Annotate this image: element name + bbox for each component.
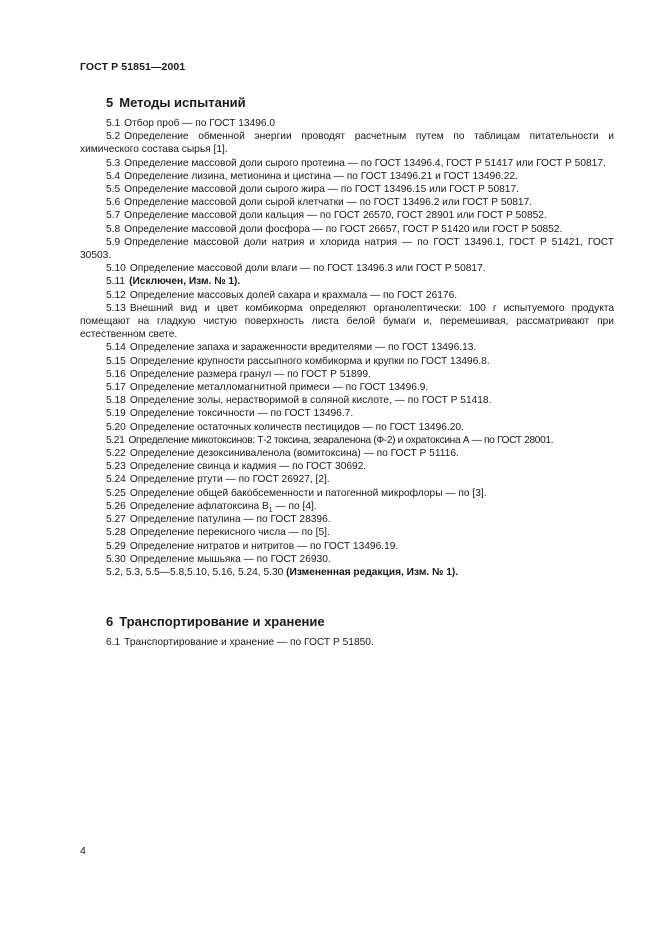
clause-5-8: 5.8 Определение массовой доли фосфора — по ГОСТ 26657, ГОСТ Р 51420 или ГОСТ Р 50852. — [106, 223, 563, 235]
clause-5-22: 5.22 Определение дезоксиниваленола (вомитоксина) — по ГОСТ Р 51116. — [106, 448, 459, 460]
clause-5-29: 5.29 Определение нитратов и нитритов — по ГОСТ 13496.19. — [106, 540, 399, 552]
page-number: 4 — [80, 845, 86, 857]
section-title-text: Методы испытаний — [119, 95, 246, 110]
clause-5-9: 5.9 Определение массовой доли натрия и хлорида натрия — по ГОСТ 13496.1, ГОСТ Р 51421, ГОСТ 30503. — [80, 236, 614, 262]
clause-5-25: 5.25 Определение общей бакобсеменности и патогенной микрофлоры — по [3]. — [106, 487, 487, 499]
clause-5-17: 5.17 Определение металломагнитной примеси — по ГОСТ 13496.9. — [106, 382, 429, 394]
section-title — [80, 613, 614, 631]
amendment-note: 5.2, 5.3, 5.5—5.8,5.10, 5.16, 5.24, 5.30 (Измененная редакция, Изм. № 1). — [106, 566, 459, 578]
clause-5-20: 5.20 Определение остаточных количеств пестицидов — по ГОСТ 13496.20. — [106, 421, 464, 433]
clause-5-7: 5.7 Определение массовой доли кальция — по ГОСТ 26570, ГОСТ 28901 или ГОСТ Р 50852. — [106, 210, 547, 222]
clause-5-18: 5.18 Определение золы, нерастворимой в соляной кислоте, — по ГОСТ Р 51418. — [106, 395, 492, 407]
clause-5-28: 5.28 Определение перекисного числа — по [5]. — [106, 527, 330, 539]
clause-5-30: 5.30 Определение мышьяка — по ГОСТ 26930. — [106, 553, 331, 565]
page-header: ГОСТ Р 51851—2001 — [80, 61, 186, 73]
clause-5-15: 5.15 Определение крупности рассыпного комбикорма и крупки по ГОСТ 13496.8. — [106, 355, 490, 367]
clause-5-16: 5.16 Определение размера гранул — по ГОСТ Р 51899. — [106, 368, 371, 380]
section-transport-storage — [80, 613, 614, 649]
clause-5-24: 5.24 Определение ртути — по ГОСТ 26927, [2]. — [106, 474, 330, 486]
clause-5-14: 5.14 Определение запаха и зараженности вредителями — по ГОСТ 13496.13. — [106, 342, 477, 354]
section-title — [80, 94, 614, 112]
clause-5-1: 5.1 Отбор проб — по ГОСТ 13496.0 — [106, 118, 276, 129]
section-methods — [80, 94, 614, 579]
clause-5-6: 5.6 Определение массовой доли сырой клетчатки — по ГОСТ 13496.2 или ГОСТ Р 50817. — [106, 197, 533, 209]
clause-5-2: 5.2 Определение обменной энергии проводят расчетным путем по таблицам питательности и химического состава сырья [1]. — [80, 131, 614, 156]
section-title-text: Транспортирование и хранение — [119, 614, 325, 629]
clause-5-3: 5.3 Определение массовой доли сырого протеина — по ГОСТ 13496.4, ГОСТ Р 51417 или ГОСТ Р 50817. — [106, 157, 606, 169]
clause-5-10: 5.10 Определение массовой доли влаги — по ГОСТ 13496.3 или ГОСТ Р 50817. — [106, 263, 486, 275]
clause-5-11: 5.11 (Исключен, Изм. № 1). — [106, 276, 241, 288]
clause-5-4: 5.4 Определение лизина, метионина и цистина — по ГОСТ 13496.21 и ГОСТ 13496.22. — [106, 170, 518, 182]
clause-6-1: 6.1 Транспортирование и хранение — по ГОСТ Р 51850. — [106, 637, 374, 648]
clause-5-12: 5.12 Определение массовых долей сахара и крахмала — по ГОСТ 26176. — [106, 289, 458, 301]
clause-5-26: 5.26 Определение афлатоксина $В_1$ — по [4]. — [106, 500, 317, 514]
clause-5-19: 5.19 Определение токсичности — по ГОСТ 13496.7. — [106, 408, 354, 420]
section-number: 6 — [106, 614, 114, 629]
clause-5-27: 5.27 Определение патулина — по ГОСТ 28396. — [106, 514, 331, 526]
clause-5-5: 5.5 Определение массовой доли сырого жира — по ГОСТ 13496.15 или ГОСТ Р 50817. — [106, 184, 519, 196]
clause-5-13: 5.13 Внешний вид и цвет комбикорма определяют органолептически: 100 г испытуемого продукта помещают на гладкую чистую поверхность листа белой бумаги и, перемешивая, рассматривают при естественном свете. — [80, 302, 614, 341]
section-number: 5 — [106, 95, 114, 110]
clause-5-21: 5.21 Определение микотоксинов: Т-2 токсина, зеараленона (Ф-2) и охратоксина А — по ГОСТ 28001. — [106, 434, 554, 446]
clause-5-23: 5.23 Определение свинца и кадмия — по ГОСТ 30692. — [106, 461, 367, 473]
